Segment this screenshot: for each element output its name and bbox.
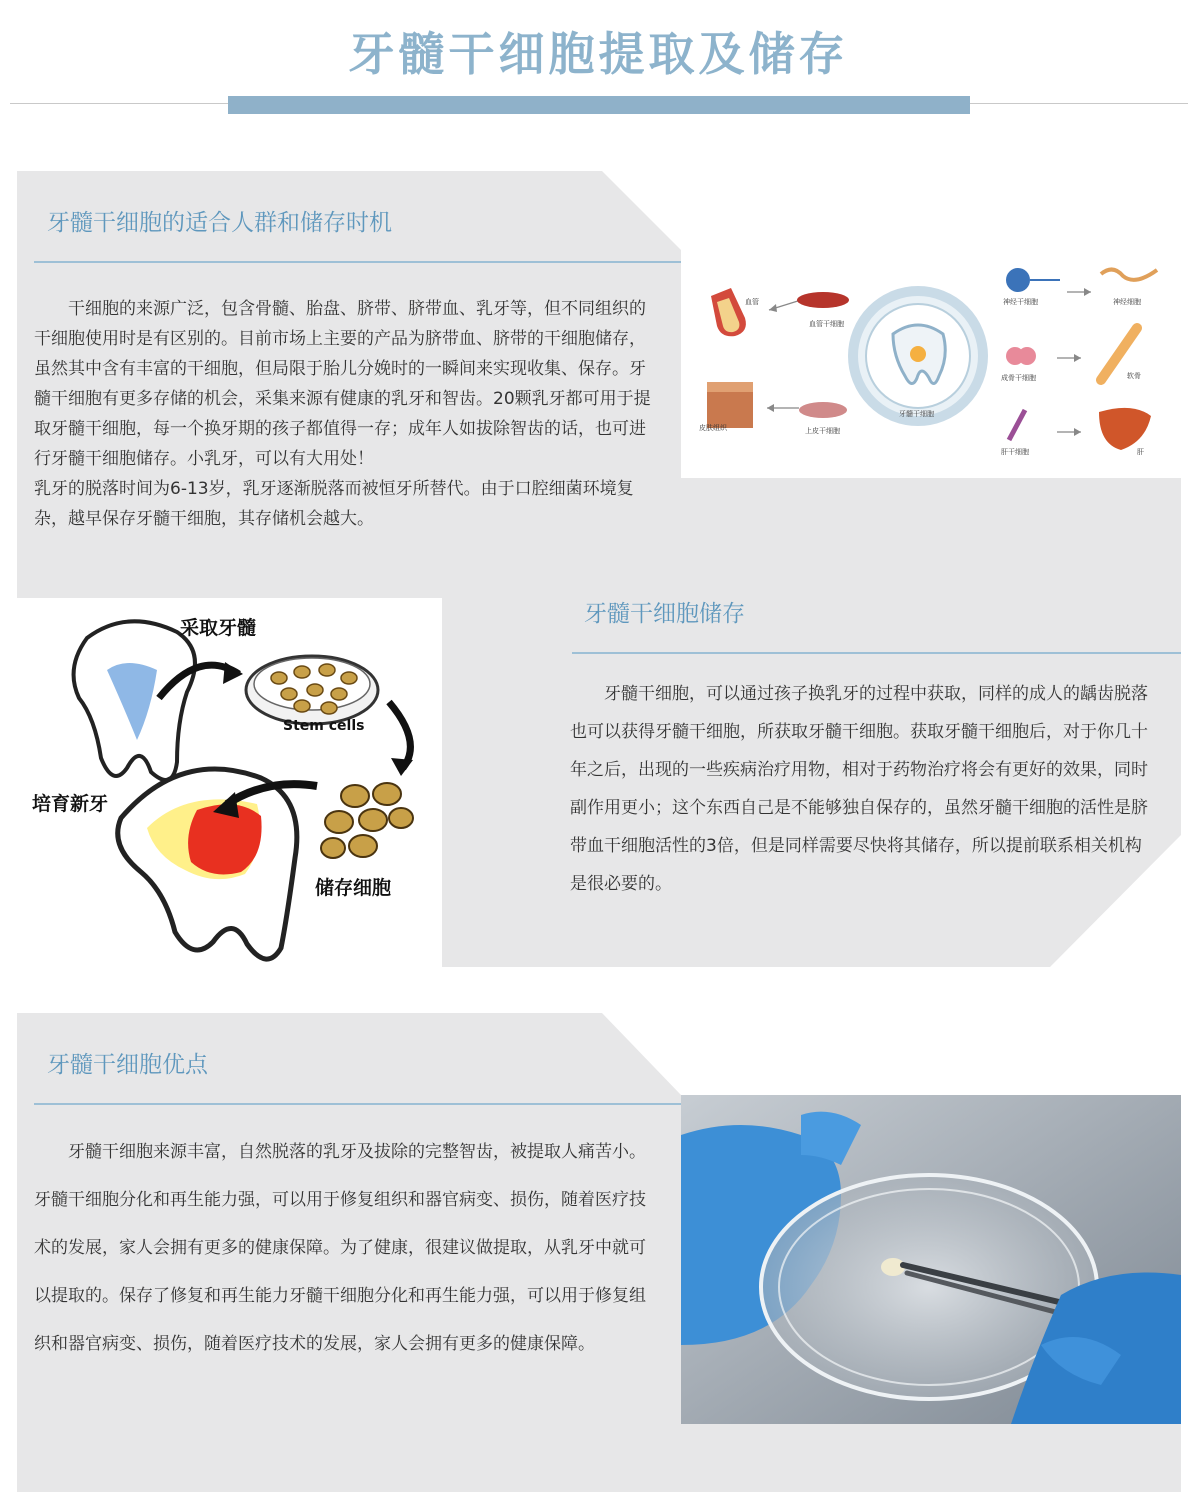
- liver-stem-cell-icon: [1009, 410, 1025, 440]
- svg-text:神经细胞: 神经细胞: [1113, 298, 1141, 306]
- tooth-pulp-storage-illustration: [17, 598, 442, 967]
- pulp-cell-icon: [910, 346, 926, 362]
- neural-stem-cell-icon: [1006, 268, 1030, 292]
- svg-text:采取牙髓: 采取牙髓: [180, 617, 257, 639]
- svg-text:神经干细胞: 神经干细胞: [1003, 298, 1038, 306]
- svg-text:血管干细胞: 血管干细胞: [809, 320, 844, 328]
- vascular-stem-cell-icon: [797, 292, 849, 308]
- stored-cells-icon: [321, 783, 413, 858]
- section1-paragraph1: 干细胞的来源广泛，包含骨髓、胎盘、脐带、脐带血、乳牙等，但不同组织的干细胞使用时是有区别的。目前市场上主要的产品为脐带血、脐带的干细胞储存，虽然其中含有丰富的干细胞，但局限于胎儿分娩时的一瞬间来实现收集、保存。牙髓干细胞有更多存储的机会，采集来源有健康的乳牙和智齿。20颗乳牙都可用于提取牙髓干细胞，每一个换牙期的孩子都值得一存；成年人如拔除智齿的话，也可进行牙髓干细胞储存。小乳牙，可以有大用处！: [34, 299, 651, 469]
- section1-divider: [34, 261, 681, 263]
- lab-petri-dish-photo: [681, 1095, 1181, 1424]
- section2-paragraph: 牙髓干细胞，可以通过孩子换乳牙的过程中获取，同样的成人的龋齿脱落也可以获得牙髓干细胞，所获取牙髓干细胞。获取牙髓干细胞后，对于你几十年之后，出现的一些疾病治疗用物，相对于药物治疗将会有更好的效果，同时副作用更小；这个东西自己是不能够独自保存的，虽然牙髓干细胞的活性是脐带血干细胞活性的3倍，但是同样需要尽快将其储存，所以提前联系相关机构是很必要的。: [570, 684, 1148, 894]
- section2-body: [570, 675, 1150, 903]
- svg-text:肝干细胞: 肝干细胞: [1001, 448, 1029, 456]
- stem-cells-label: Stem cells: [283, 718, 365, 734]
- svg-text:储存细胞: 储存细胞: [315, 877, 392, 899]
- section1-body: [34, 294, 654, 534]
- section1-background-extension: [681, 478, 1181, 598]
- title-accent-bar: [228, 96, 970, 114]
- svg-text:成骨干细胞: 成骨干细胞: [1001, 374, 1036, 382]
- section3-body: [34, 1128, 654, 1368]
- section2-divider: [572, 652, 1181, 654]
- svg-text:肝: 肝: [1137, 448, 1144, 456]
- svg-text:上皮干细胞: 上皮干细胞: [805, 427, 840, 435]
- epithelial-stem-cell-icon: [799, 402, 847, 418]
- section2-title: 牙髓干细胞储存: [584, 601, 745, 627]
- svg-text:皮肤组织: 皮肤组织: [699, 424, 727, 432]
- section3-title: 牙髓干细胞优点: [47, 1052, 208, 1078]
- svg-text:培育新牙: 培育新牙: [32, 793, 109, 815]
- neuron-icon: [1101, 269, 1157, 279]
- section1-title: 牙髓干细胞的适合人群和储存时机: [47, 210, 392, 236]
- svg-text:软骨: 软骨: [1127, 372, 1141, 380]
- center-label: 牙髓干细胞: [899, 410, 934, 418]
- page-title: 牙髓干细胞提取及储存: [348, 27, 849, 81]
- liver-icon: [1099, 408, 1151, 450]
- stem-cell-differentiation-diagram: [681, 252, 1181, 478]
- section1-paragraph2: 乳牙的脱落时间为6-13岁，乳牙逐渐脱落而被恒牙所替代。由于口腔细菌环境复杂，越早保存牙髓干细胞，其存储机会越大。: [34, 479, 634, 529]
- section3-divider: [34, 1103, 681, 1105]
- section3-paragraph: 牙髓干细胞来源丰富，自然脱落的乳牙及拔除的完整智齿，被提取人痛苦小。牙髓干细胞分化和再生能力强，可以用于修复组织和器官病变、损伤，随着医疗技术的发展，家人会拥有更多的健康保障。为了健康，很建议做提取，从乳牙中就可以提取的。保存了修复和再生能力牙髓干细胞分化和再生能力强，可以用于修复组织和器官病变、损伤，随着医疗技术的发展，家人会拥有更多的健康保障。: [34, 1142, 646, 1354]
- svg-text:血管: 血管: [745, 298, 759, 306]
